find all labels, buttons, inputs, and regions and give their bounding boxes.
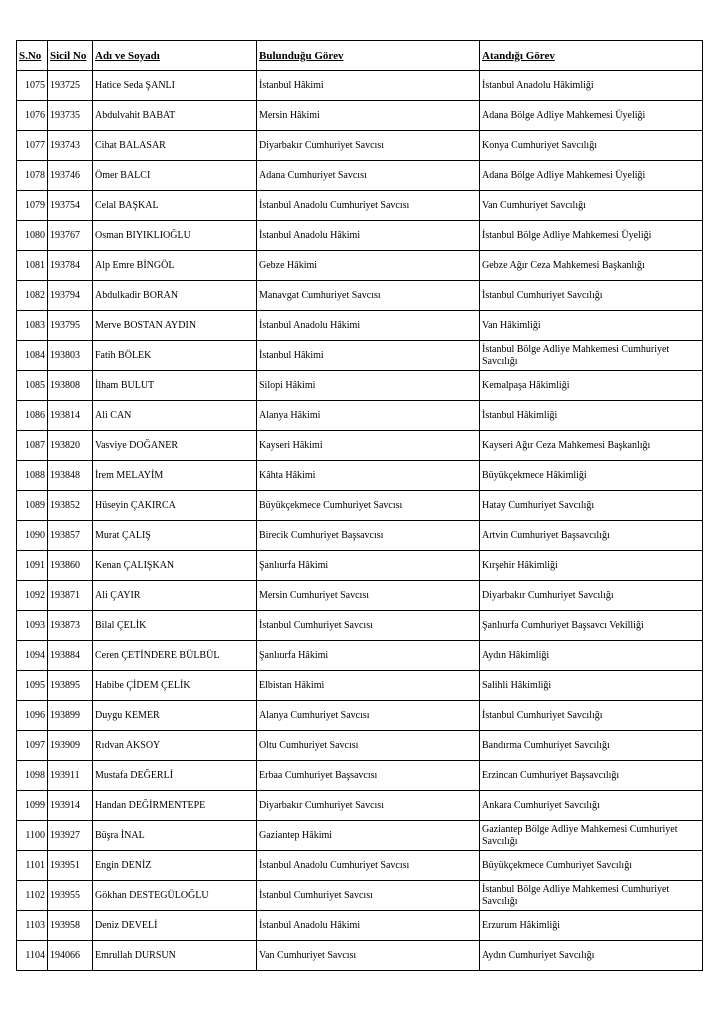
table-row <box>17 641 703 671</box>
cell-sicil: 193857 <box>48 521 93 551</box>
cell-sicil: 193873 <box>48 611 93 641</box>
cell-sicil: 193795 <box>48 311 93 341</box>
cell-sno: 1083 <box>17 311 48 341</box>
table-row <box>17 581 703 611</box>
cell-sno: 1097 <box>17 731 48 761</box>
cell-sicil: 193955 <box>48 881 93 911</box>
cell-current-post: Mersin Cumhuriyet Savcısı <box>257 581 480 611</box>
cell-name: Fatih BÖLEK <box>93 341 257 371</box>
cell-sicil: 193914 <box>48 791 93 821</box>
cell-name: Deniz DEVELİ <box>93 911 257 941</box>
cell-name: Alp Emre BİNGÖL <box>93 251 257 281</box>
cell-sicil: 193852 <box>48 491 93 521</box>
cell-sno: 1087 <box>17 431 48 461</box>
table-row <box>17 491 703 521</box>
cell-assigned-post: İstanbul Bölge Adliye Mahkemesi Cumhuriyet Savcılığı <box>480 881 703 911</box>
cell-sicil: 193803 <box>48 341 93 371</box>
table-row <box>17 101 703 131</box>
cell-sicil: 193794 <box>48 281 93 311</box>
table-row <box>17 401 703 431</box>
cell-sno: 1103 <box>17 911 48 941</box>
cell-name: Ali ÇAYIR <box>93 581 257 611</box>
cell-sno: 1090 <box>17 521 48 551</box>
cell-sno: 1098 <box>17 761 48 791</box>
cell-assigned-post: İstanbul Hâkimliği <box>480 401 703 431</box>
cell-assigned-post: İstanbul Bölge Adliye Mahkemesi Cumhuriyet Savcılığı <box>480 341 703 371</box>
cell-sno: 1084 <box>17 341 48 371</box>
cell-sicil: 193848 <box>48 461 93 491</box>
cell-sicil: 193899 <box>48 701 93 731</box>
cell-current-post: Alanya Cumhuriyet Savcısı <box>257 701 480 731</box>
cell-sno: 1100 <box>17 821 48 851</box>
cell-assigned-post: Adana Bölge Adliye Mahkemesi Üyeliği <box>480 161 703 191</box>
cell-sno: 1086 <box>17 401 48 431</box>
cell-current-post: Diyarbakır Cumhuriyet Savcısı <box>257 791 480 821</box>
cell-current-post: İstanbul Hâkimi <box>257 71 480 101</box>
cell-name: Hüseyin ÇAKIRCA <box>93 491 257 521</box>
cell-current-post: İstanbul Anadolu Hâkimi <box>257 911 480 941</box>
table-row <box>17 851 703 881</box>
cell-sicil: 193767 <box>48 221 93 251</box>
table-row <box>17 191 703 221</box>
cell-current-post: Silopi Hâkimi <box>257 371 480 401</box>
cell-current-post: İstanbul Cumhuriyet Savcısı <box>257 881 480 911</box>
cell-assigned-post: Büyükçekmece Cumhuriyet Savcılığı <box>480 851 703 881</box>
cell-name: Abdulvahit BABAT <box>93 101 257 131</box>
cell-sno: 1079 <box>17 191 48 221</box>
table-row <box>17 521 703 551</box>
cell-assigned-post: Kemalpaşa Hâkimliği <box>480 371 703 401</box>
cell-name: Hatice Seda ŞANLI <box>93 71 257 101</box>
cell-current-post: Kayseri Hâkimi <box>257 431 480 461</box>
cell-current-post: Birecik Cumhuriyet Başsavcısı <box>257 521 480 551</box>
cell-name: Engin DENİZ <box>93 851 257 881</box>
cell-assigned-post: Hatay Cumhuriyet Savcılığı <box>480 491 703 521</box>
cell-current-post: İstanbul Anadolu Cumhuriyet Savcısı <box>257 191 480 221</box>
cell-name: İlham BULUT <box>93 371 257 401</box>
cell-sno: 1094 <box>17 641 48 671</box>
cell-assigned-post: Artvin Cumhuriyet Başsavcılığı <box>480 521 703 551</box>
table-row <box>17 281 703 311</box>
cell-assigned-post: Konya Cumhuriyet Savcılığı <box>480 131 703 161</box>
cell-sno: 1091 <box>17 551 48 581</box>
cell-current-post: İstanbul Anadolu Cumhuriyet Savcısı <box>257 851 480 881</box>
cell-sicil: 193871 <box>48 581 93 611</box>
cell-name: Ömer BALCI <box>93 161 257 191</box>
table-row <box>17 551 703 581</box>
header-assigned-post: Atandığı Görev <box>480 41 703 71</box>
cell-current-post: Oltu Cumhuriyet Savcısı <box>257 731 480 761</box>
cell-sno: 1076 <box>17 101 48 131</box>
cell-sicil: 193808 <box>48 371 93 401</box>
appointment-table <box>16 40 703 971</box>
cell-name: Rıdvan AKSOY <box>93 731 257 761</box>
cell-current-post: Gaziantep Hâkimi <box>257 821 480 851</box>
cell-assigned-post: Büyükçekmece Hâkimliği <box>480 461 703 491</box>
cell-sicil: 194066 <box>48 941 93 971</box>
cell-sicil: 193743 <box>48 131 93 161</box>
cell-assigned-post: Kayseri Ağır Ceza Mahkemesi Başkanlığı <box>480 431 703 461</box>
table-row <box>17 461 703 491</box>
table-row <box>17 161 703 191</box>
cell-name: Merve BOSTAN AYDIN <box>93 311 257 341</box>
header-name: Adı ve Soyadı <box>93 41 257 71</box>
cell-sno: 1095 <box>17 671 48 701</box>
table-row <box>17 371 703 401</box>
cell-sno: 1082 <box>17 281 48 311</box>
cell-sicil: 193784 <box>48 251 93 281</box>
cell-assigned-post: İstanbul Cumhuriyet Savcılığı <box>480 281 703 311</box>
cell-sno: 1081 <box>17 251 48 281</box>
cell-current-post: Manavgat Cumhuriyet Savcısı <box>257 281 480 311</box>
cell-assigned-post: Ankara Cumhuriyet Savcılığı <box>480 791 703 821</box>
cell-current-post: Alanya Hâkimi <box>257 401 480 431</box>
cell-current-post: Kâhta Hâkimi <box>257 461 480 491</box>
table-row <box>17 941 703 971</box>
cell-assigned-post: Erzincan Cumhuriyet Başsavcılığı <box>480 761 703 791</box>
cell-current-post: Van Cumhuriyet Savcısı <box>257 941 480 971</box>
table-row <box>17 251 703 281</box>
cell-name: Celal BAŞKAL <box>93 191 257 221</box>
header-current-post: Bulunduğu Görev <box>257 41 480 71</box>
cell-name: Cihat BALASAR <box>93 131 257 161</box>
table-row <box>17 911 703 941</box>
document-page <box>16 40 702 971</box>
table-body <box>17 71 703 971</box>
cell-name: Ali CAN <box>93 401 257 431</box>
cell-sicil: 193754 <box>48 191 93 221</box>
cell-name: Kenan ÇALIŞKAN <box>93 551 257 581</box>
table-row <box>17 311 703 341</box>
cell-sno: 1080 <box>17 221 48 251</box>
cell-name: Büşra İNAL <box>93 821 257 851</box>
cell-current-post: Şanlıurfa Hâkimi <box>257 551 480 581</box>
cell-assigned-post: Van Hâkimliği <box>480 311 703 341</box>
cell-name: Gökhan DESTEGÜLOĞLU <box>93 881 257 911</box>
cell-sno: 1075 <box>17 71 48 101</box>
cell-assigned-post: Gaziantep Bölge Adliye Mahkemesi Cumhuriyet Savcılığı <box>480 821 703 851</box>
cell-sicil: 193820 <box>48 431 93 461</box>
cell-assigned-post: İstanbul Anadolu Hâkimliği <box>480 71 703 101</box>
cell-sno: 1089 <box>17 491 48 521</box>
cell-assigned-post: Salihli Hâkimliği <box>480 671 703 701</box>
cell-sicil: 193911 <box>48 761 93 791</box>
cell-sno: 1078 <box>17 161 48 191</box>
cell-name: Duygu KEMER <box>93 701 257 731</box>
cell-current-post: Mersin Hâkimi <box>257 101 480 131</box>
table-row <box>17 701 703 731</box>
cell-name: Osman BIYIKLIOĞLU <box>93 221 257 251</box>
cell-sno: 1085 <box>17 371 48 401</box>
cell-sicil: 193884 <box>48 641 93 671</box>
cell-name: Handan DEĞİRMENTEPE <box>93 791 257 821</box>
cell-current-post: Büyükçekmece Cumhuriyet Savcısı <box>257 491 480 521</box>
cell-sicil: 193895 <box>48 671 93 701</box>
cell-sno: 1096 <box>17 701 48 731</box>
table-row <box>17 821 703 851</box>
cell-current-post: Gebze Hâkimi <box>257 251 480 281</box>
cell-sicil: 193735 <box>48 101 93 131</box>
cell-sicil: 193746 <box>48 161 93 191</box>
table-row <box>17 761 703 791</box>
cell-assigned-post: Aydın Cumhuriyet Savcılığı <box>480 941 703 971</box>
cell-current-post: Elbistan Hâkimi <box>257 671 480 701</box>
cell-sno: 1104 <box>17 941 48 971</box>
table-header-row <box>17 41 703 71</box>
cell-assigned-post: Bandırma Cumhuriyet Savcılığı <box>480 731 703 761</box>
cell-sno: 1093 <box>17 611 48 641</box>
cell-assigned-post: İstanbul Cumhuriyet Savcılığı <box>480 701 703 731</box>
cell-sicil: 193725 <box>48 71 93 101</box>
cell-sicil: 193814 <box>48 401 93 431</box>
cell-assigned-post: Gebze Ağır Ceza Mahkemesi Başkanlığı <box>480 251 703 281</box>
header-sicil: Sicil No <box>48 41 93 71</box>
cell-sicil: 193927 <box>48 821 93 851</box>
cell-assigned-post: Erzurum Hâkimliği <box>480 911 703 941</box>
cell-current-post: İstanbul Anadolu Hâkimi <box>257 221 480 251</box>
cell-sicil: 193909 <box>48 731 93 761</box>
cell-name: Vasviye DOĞANER <box>93 431 257 461</box>
table-row <box>17 731 703 761</box>
cell-sicil: 193860 <box>48 551 93 581</box>
cell-sno: 1092 <box>17 581 48 611</box>
cell-current-post: Adana Cumhuriyet Savcısı <box>257 161 480 191</box>
cell-assigned-post: İstanbul Bölge Adliye Mahkemesi Üyeliği <box>480 221 703 251</box>
cell-sno: 1099 <box>17 791 48 821</box>
cell-name: Bilal ÇELİK <box>93 611 257 641</box>
cell-name: Ceren ÇETİNDERE BÜLBÜL <box>93 641 257 671</box>
cell-assigned-post: Van Cumhuriyet Savcılığı <box>480 191 703 221</box>
table-row <box>17 221 703 251</box>
cell-current-post: Diyarbakır Cumhuriyet Savcısı <box>257 131 480 161</box>
cell-name: Mustafa DEĞERLİ <box>93 761 257 791</box>
table-row <box>17 791 703 821</box>
cell-sno: 1088 <box>17 461 48 491</box>
cell-assigned-post: Aydın Hâkimliği <box>480 641 703 671</box>
table-row <box>17 881 703 911</box>
cell-current-post: İstanbul Anadolu Hâkimi <box>257 311 480 341</box>
cell-assigned-post: Diyarbakır Cumhuriyet Savcılığı <box>480 581 703 611</box>
cell-assigned-post: Kırşehir Hâkimliği <box>480 551 703 581</box>
cell-current-post: İstanbul Cumhuriyet Savcısı <box>257 611 480 641</box>
cell-sicil: 193951 <box>48 851 93 881</box>
table-row <box>17 671 703 701</box>
header-sno: S.No <box>17 41 48 71</box>
cell-current-post: Erbaa Cumhuriyet Başsavcısı <box>257 761 480 791</box>
table-row <box>17 131 703 161</box>
table-row <box>17 431 703 461</box>
cell-name: Murat ÇALIŞ <box>93 521 257 551</box>
table-row <box>17 611 703 641</box>
table-row <box>17 341 703 371</box>
cell-sno: 1101 <box>17 851 48 881</box>
cell-sno: 1077 <box>17 131 48 161</box>
cell-sicil: 193958 <box>48 911 93 941</box>
cell-assigned-post: Şanlıurfa Cumhuriyet Başsavcı Vekilliği <box>480 611 703 641</box>
cell-name: Habibe ÇİDEM ÇELİK <box>93 671 257 701</box>
table-row <box>17 71 703 101</box>
cell-assigned-post: Adana Bölge Adliye Mahkemesi Üyeliği <box>480 101 703 131</box>
cell-name: Abdulkadir BORAN <box>93 281 257 311</box>
cell-name: Emrullah DURSUN <box>93 941 257 971</box>
cell-current-post: İstanbul Hâkimi <box>257 341 480 371</box>
cell-name: İrem MELAYİM <box>93 461 257 491</box>
cell-sno: 1102 <box>17 881 48 911</box>
cell-current-post: Şanlıurfa Hâkimi <box>257 641 480 671</box>
